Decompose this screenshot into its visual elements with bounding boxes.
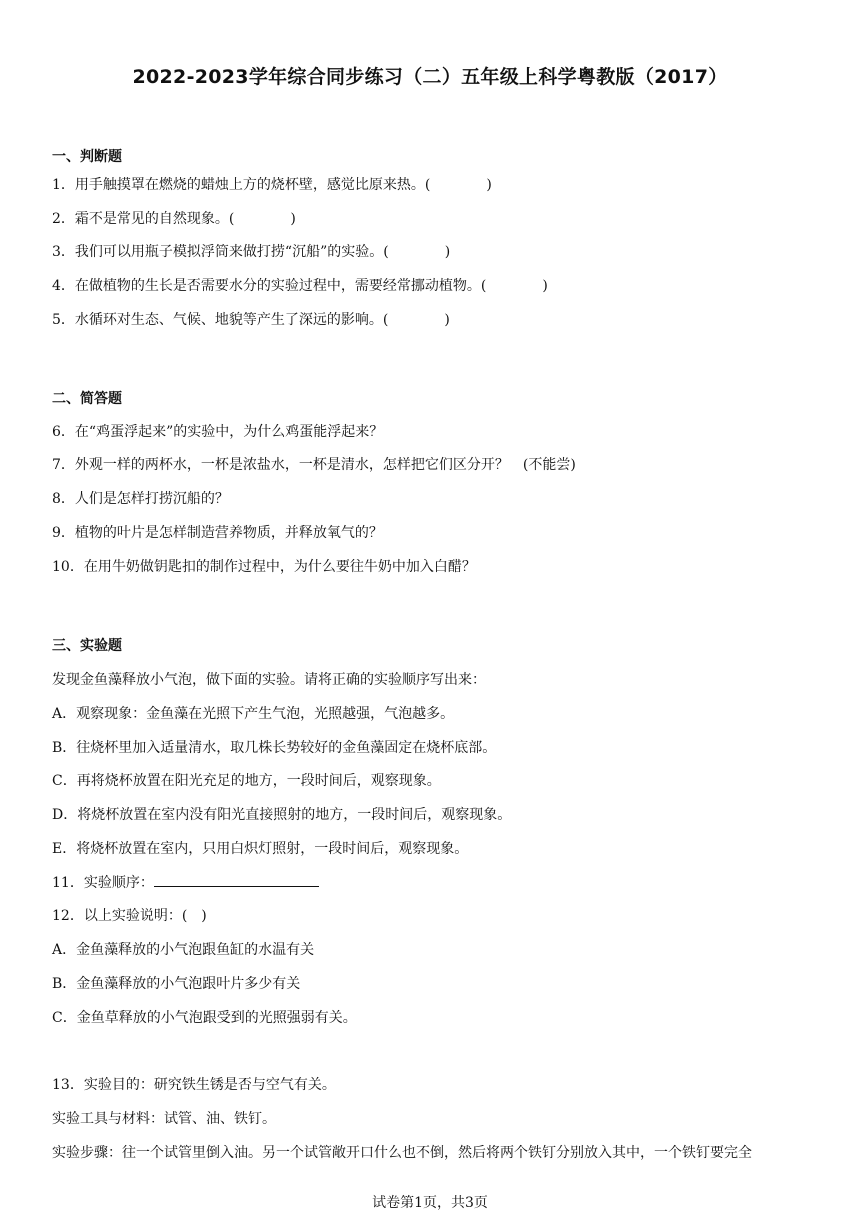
question-4: 4．在做植物的生长是否需要水分的实验过程中，需要经常挪动植物。( ) — [52, 278, 548, 294]
section-heading-experiment: 三、实验题 — [52, 638, 122, 654]
question-8: 8．人们是怎样打捞沉船的？ — [52, 491, 229, 507]
page-title: 2022-2023学年综合同步练习（二）五年级上科学粤教版（2017） — [132, 66, 728, 88]
question-6: 6．在“鸡蛋浮起来”的实验中，为什么鸡蛋能浮起来？ — [52, 424, 384, 440]
question-10: 10．在用牛奶做钥匙扣的制作过程中，为什么要往牛奶中加入白醋？ — [52, 559, 476, 575]
option-e: E．将烧杯放置在室内，只用白炽灯照射，一段时间后，观察现象。 — [52, 841, 469, 857]
question-5: 5．水循环对生态、气候、地貌等产生了深远的影响。( ) — [52, 312, 450, 328]
section-heading-judgment: 一、判断题 — [52, 149, 122, 165]
question-12: 12．以上实验说明：( ) — [52, 908, 207, 924]
question-13-materials: 实验工具与材料：试管、油、铁钉。 — [52, 1111, 276, 1127]
question-3: 3．我们可以用瓶子模拟浮筒来做打捞“沉船”的实验。( ) — [52, 244, 451, 260]
question-1: 1．用手触摸罩在燃烧的蜡烛上方的烧杯壁，感觉比原来热。( ) — [52, 177, 492, 193]
question-2: 2．霜不是常见的自然现象。( ) — [52, 211, 296, 227]
page-footer: 试卷第1页，共3页 — [372, 1195, 488, 1211]
option-a: A．观察现象：金鱼藻在光照下产生气泡，光照越强，气泡越多。 — [52, 706, 455, 722]
question-12-option-a: A．金鱼藻释放的小气泡跟鱼缸的水温有关 — [52, 942, 315, 958]
question-13: 13．实验目的：研究铁生锈是否与空气有关。 — [52, 1077, 336, 1093]
question-9: 9．植物的叶片是怎样制造营养物质，并释放氧气的？ — [52, 525, 383, 541]
section-heading-short-answer: 二、简答题 — [52, 391, 122, 407]
question-11: 11．实验顺序： — [52, 872, 319, 892]
answer-blank — [154, 874, 319, 887]
question-13-steps: 实验步骤：往一个试管里倒入油。另一个试管敞开口什么也不倒，然后将两个铁钉分别放入其中，一个铁钉要完全 — [52, 1145, 752, 1161]
question-12-option-c: C．金鱼草释放的小气泡跟受到的光照强弱有关。 — [52, 1010, 357, 1026]
experiment-intro: 发现金鱼藻释放小气泡，做下面的实验。请将正确的实验顺序写出来： — [52, 672, 486, 688]
option-c: C．再将烧杯放置在阳光充足的地方，一段时间后，观察现象。 — [52, 773, 441, 789]
option-d: D．将烧杯放置在室内没有阳光直接照射的地方，一段时间后，观察现象。 — [52, 807, 512, 823]
option-b: B．往烧杯里加入适量清水，取几株长势较好的金鱼藻固定在烧杯底部。 — [52, 740, 497, 756]
question-12-option-b: B．金鱼藻释放的小气泡跟叶片多少有关 — [52, 976, 301, 992]
question-7: 7．外观一样的两杯水，一杯是浓盐水，一杯是清水，怎样把它们区分开？ (不能尝) — [52, 457, 576, 473]
